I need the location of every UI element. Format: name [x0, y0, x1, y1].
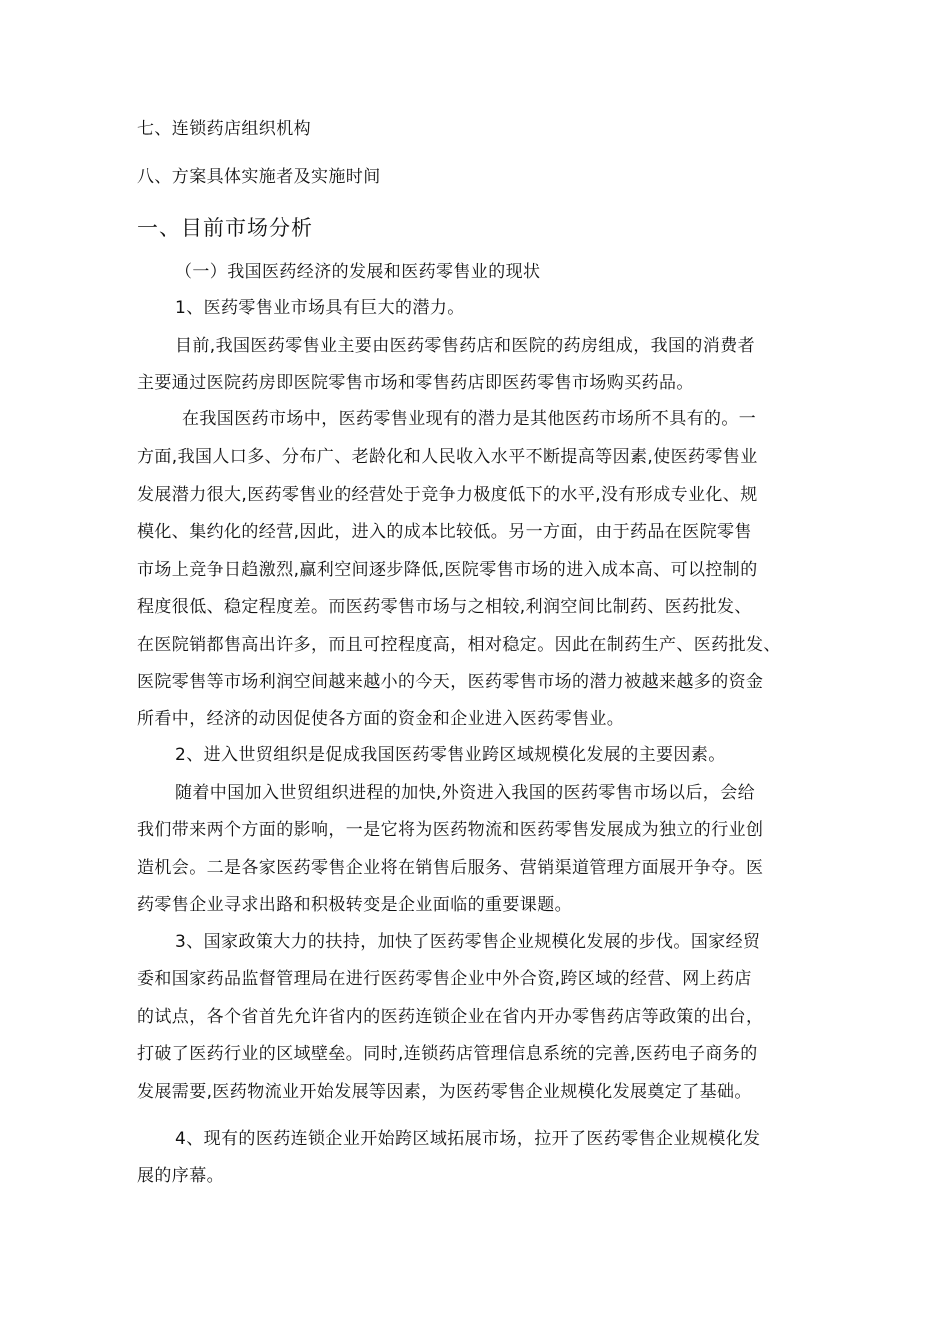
toc-item-7: 七、连锁药店组织机构: [137, 119, 311, 139]
paragraph-5-line-2: 展的序幕。: [137, 1166, 224, 1186]
paragraph-3-line-1: 随着中国加入世贸组织进程的加快,外资进入我国的医药零售市场以后，会给: [175, 783, 756, 803]
paragraph-1-line-1: 目前,我国医药零售业主要由医药零售药店和医院的药房组成，我国的消费者: [175, 336, 756, 356]
section-heading: 一、目前市场分析: [137, 216, 313, 240]
paragraph-2-line-9: 所看中，经济的动因促使各方面的资金和企业进入医药零售业。: [137, 709, 625, 729]
paragraph-2-line-5: 市场上竞争日趋激烈,赢利空间逐步降低,医院零售市场的进入成本高、可以控制的: [137, 560, 758, 580]
paragraph-4-line-1: 3、国家政策大力的扶持，加快了医药零售企业规模化发展的步伐。国家经贸: [175, 932, 761, 952]
paragraph-4-line-3: 的试点，各个省首先允许省内的医药连锁企业在省内开办零售药店等政策的出台，: [137, 1007, 764, 1027]
paragraph-4-line-5: 发展需要,医药物流业开始发展等因素，为医药零售企业规模化发展奠定了基础。: [137, 1082, 752, 1102]
paragraph-3-line-4: 药零售企业寻求出路和积极转变是企业面临的重要课题。: [137, 895, 572, 915]
toc-item-8: 八、方案具体实施者及实施时间: [137, 167, 381, 187]
paragraph-5-line-1: 4、现有的医药连锁企业开始跨区域拓展市场，拉开了医药零售企业规模化发: [175, 1129, 761, 1149]
paragraph-2-line-6: 程度很低、稳定程度差。而医药零售市场与之相较,利润空间比制药、医药批发、: [137, 597, 752, 617]
paragraph-4-line-4: 打破了医药行业的区域壁垒。同时,连锁药店管理信息系统的完善,医药电子商务的: [137, 1044, 758, 1064]
paragraph-1-line-2: 主要通过医院药房即医院零售市场和零售药店即医药零售市场购买药品。: [137, 373, 694, 393]
subsection-heading: （一）我国医药经济的发展和医药零售业的现状: [175, 262, 541, 282]
paragraph-4-line-2: 委和国家药品监督管理局在进行医药零售企业中外合资,跨区域的经营、网上药店: [137, 969, 752, 989]
paragraph-2-line-8: 医院零售等市场利润空间越来越小的今天，医药零售市场的潜力被越来越多的资金: [137, 672, 764, 692]
point-1-title: 1、医药零售业市场具有巨大的潜力。: [175, 298, 465, 318]
paragraph-3-line-3: 造机会。二是各家医药零售企业将在销售后服务、营销渠道管理方面展开争夺。医: [137, 858, 764, 878]
paragraph-2-line-7: 在医院销都售高出许多，而且可控程度高，相对稳定。因此在制药生产、医药批发、: [137, 635, 781, 655]
paragraph-2-line-2: 方面,我国人口多、分布广、老龄化和人民收入水平不断提高等因素,使医药零售业: [137, 447, 758, 467]
paragraph-3-line-2: 我们带来两个方面的影响，一是它将为医药物流和医药零售发展成为独立的行业创: [137, 820, 764, 840]
paragraph-2-line-4: 模化、集约化的经营,因此，进入的成本比较低。另一方面，由于药品在医院零售: [137, 522, 752, 542]
point-2-title: 2、进入世贸组织是促成我国医药零售业跨区域规模化发展的主要因素。: [175, 745, 726, 765]
paragraph-2-line-3: 发展潜力很大,医药零售业的经营处于竞争力极度低下的水平,没有形成专业化、规: [137, 485, 758, 505]
paragraph-2-line-1: 在我国医药市场中，医药零售业现有的潜力是其他医药市场所不具有的。一: [182, 409, 757, 429]
